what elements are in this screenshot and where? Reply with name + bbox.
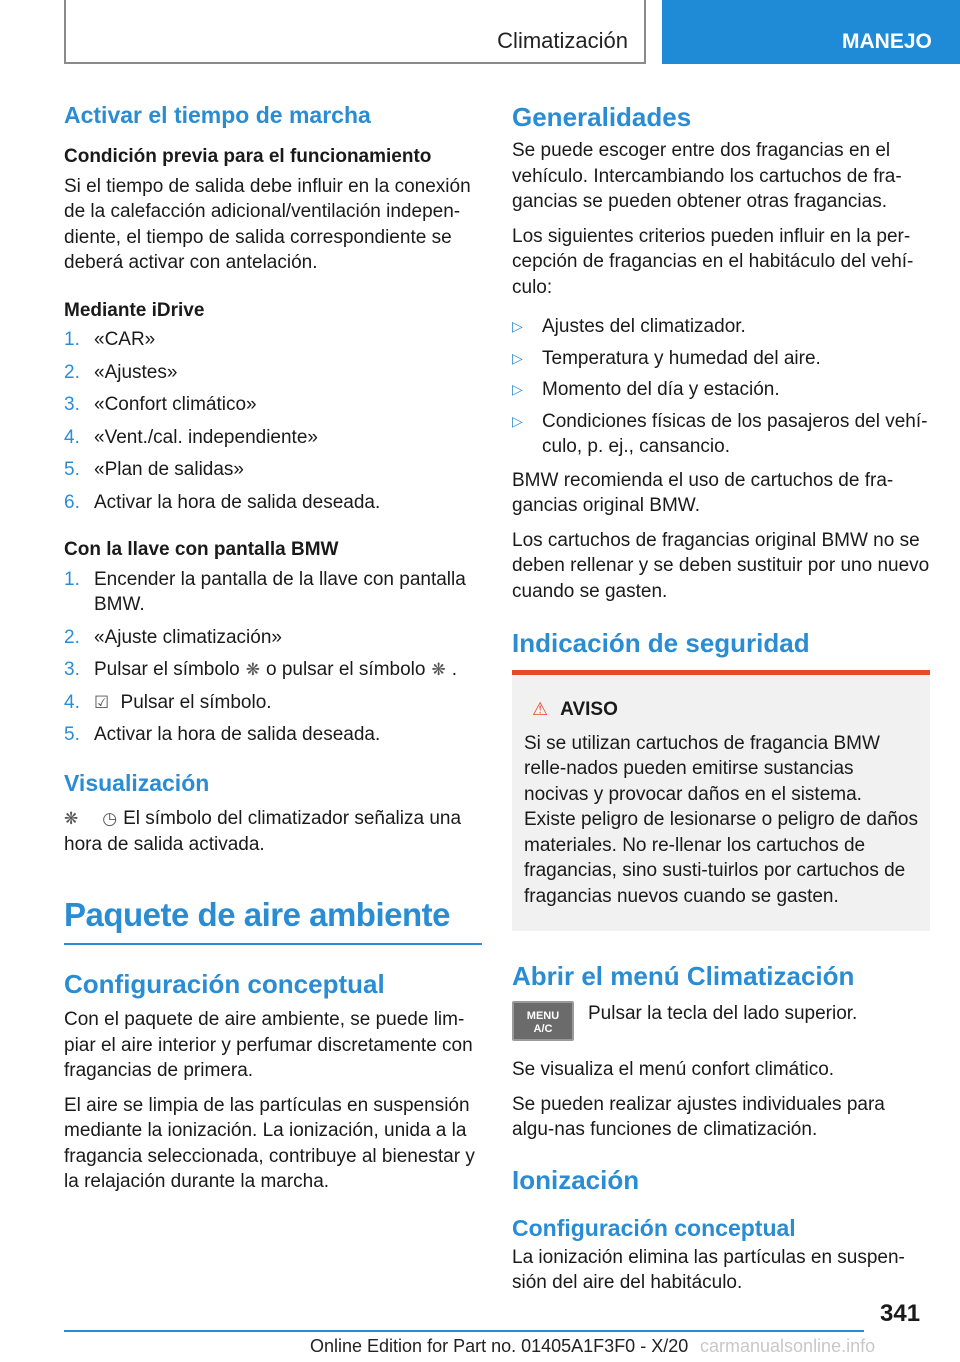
paragraph-config-2: El aire se limpia de las partículas en suspensión mediante la ionización. La ionización, unida a la fragancia seleccionada, contribuye al bienestar y la relajación durante la marcha. (64, 1094, 475, 1193)
list-item: 2. «Ajuste climatización» (64, 626, 282, 648)
bullet-triangle-icon: ▷ (512, 349, 523, 366)
watermark: carmanualsonline.info (700, 1336, 876, 1356)
bullet-triangle-icon: ▷ (512, 412, 523, 429)
list-item: 4. «Vent./cal. independiente» (64, 426, 318, 448)
paragraph-config-1: Con el paquete de aire ambiente, se puede lim‐piar el aire interior y perfumar discretamente con fragancias de primera. (64, 1009, 473, 1082)
subheading-condicion: Condición previa para el funcionamiento (64, 146, 432, 167)
clock-icon: ◷ (102, 809, 118, 829)
menu-key-row (512, 1001, 930, 1041)
list-item: 5. Activar la hora de salida deseada. (64, 724, 381, 746)
fan-auto-icon: ❋ (431, 660, 446, 680)
paragraph-ionizacion: La ionización elimina las partículas en suspen‐sión del aire del habitáculo. (512, 1246, 905, 1293)
list-item: 6. Activar la hora de salida deseada. (64, 491, 381, 513)
clock-check-icon: ☑ (94, 692, 110, 712)
paragraph-gen-3: BMW recomienda el uso de cartuchos de fra‐gancias original BMW. (512, 469, 894, 516)
heading-config-2: Configuración conceptual (512, 1214, 796, 1241)
subheading-llave: Con la llave con pantalla BMW (64, 539, 339, 560)
heading-seguridad: Indicación de seguridad (512, 628, 810, 658)
warning-text: Si se utilizan cartuchos de fragancia BMW relle‐nados pueden emitirse sustancias nocivas y provocar daños en el sistema. Existe peligro de lesionarse o peligro de daños materiales. No re‐llenar los cartuchos de fragancias, sino susti‐tuirlos por cartuchos de fragancias nuevos cuando se gasten. (524, 732, 918, 907)
heading-config: Configuración conceptual (64, 969, 385, 1000)
llave-steps (64, 567, 482, 748)
heading-menu: Abrir el menú Climatización (512, 961, 855, 991)
footer-rule (64, 1330, 864, 1332)
criteria-list (512, 314, 930, 460)
paragraph-visualizacion: ❋ ◷ El símbolo del climatizador señaliza una hora de salida activada. (64, 807, 462, 855)
section-title: Climatización (497, 28, 628, 53)
heading-visualizacion: Visualización (64, 769, 210, 796)
list-item: ▷ Ajustes del climatizador. (512, 314, 930, 340)
fan-icon: ❋ (245, 660, 260, 680)
list-item: 1. Encender la pantalla de la llave con pantalla BMW. (64, 568, 466, 615)
fan-icon: ❋ (64, 809, 79, 829)
heading-ionizacion: Ionización (512, 1164, 640, 1195)
paragraph-gen-1: Se puede escoger entre dos fragancias en el vehículo. Intercambiando los cartuchos de fra‐gancias se pueden obtener otras fragancias. (512, 140, 902, 212)
heading-rule (64, 943, 482, 945)
list-item: 1. «CAR» (64, 329, 156, 350)
heading-generalidades: Generalidades (512, 102, 692, 132)
idrive-steps (64, 327, 482, 515)
heading-paquete: Paquete de aire ambiente (64, 896, 450, 934)
menu-key-text: Pulsar la tecla del lado superior. (588, 1003, 858, 1024)
warning-box (512, 670, 930, 931)
paragraph-gen-4: Los cartuchos de fragancias original BMW no se deben rellenar y se deben sustituir por uno nuevo cuando se gasten. (512, 529, 930, 602)
list-item: 4. ☑ Pulsar el símbolo. (64, 690, 482, 716)
paragraph-condicion: Si el tiempo de salida debe influir en la conexión de la calefacción adicional/ventilación indepen‐diente, el tiempo de salida correspondiente se deberá activar con antelación. (64, 175, 471, 273)
list-item: 5. «Plan de salidas» (64, 459, 244, 480)
heading-activar-tiempo: Activar el tiempo de marcha (64, 102, 371, 128)
left-column (64, 100, 482, 1204)
paragraph-menu-2: Se visualiza el menú confort climático. (512, 1059, 835, 1080)
header-frame (64, 0, 646, 64)
list-item: 3. «Confort climático» (64, 394, 257, 415)
warning-title: ⚠ AVISO (532, 699, 618, 720)
warning-triangle-icon: ⚠ (532, 699, 549, 719)
right-column (512, 100, 930, 1305)
footer-edition: Online Edition for Part no. 01405A1F3F0 - X/20 (310, 1336, 689, 1356)
bullet-triangle-icon: ▷ (512, 318, 523, 334)
paragraph-menu-3: Se pueden realizar ajustes individuales para algu‐nas funciones de climatización. (512, 1093, 885, 1140)
list-item: ▷ Condiciones físicas de los pasajeros del vehí‐culo, p. ej., cansancio. (512, 410, 928, 457)
menu-ac-key-icon: MENU A/C (512, 1001, 574, 1041)
list-item: 3. Pulsar el símbolo ❋ o pulsar el símbolo ❋ . (64, 657, 482, 683)
list-item: ▷ Temperatura y humedad del aire. (512, 346, 930, 372)
list-item: 2. «Ajustes» (64, 361, 178, 383)
bullet-triangle-icon: ▷ (512, 381, 523, 397)
subheading-idrive: Mediante iDrive (64, 299, 205, 321)
list-item: ▷ Momento del día y estación. (512, 377, 930, 403)
page-number: 341 (880, 1300, 921, 1327)
chapter-tab[interactable]: MANEJO (662, 0, 960, 64)
paragraph-gen-2: Los siguientes criterios pueden influir en la per‐cepción de fragancias en el habitáculo del vehí‐culo: (512, 225, 914, 298)
